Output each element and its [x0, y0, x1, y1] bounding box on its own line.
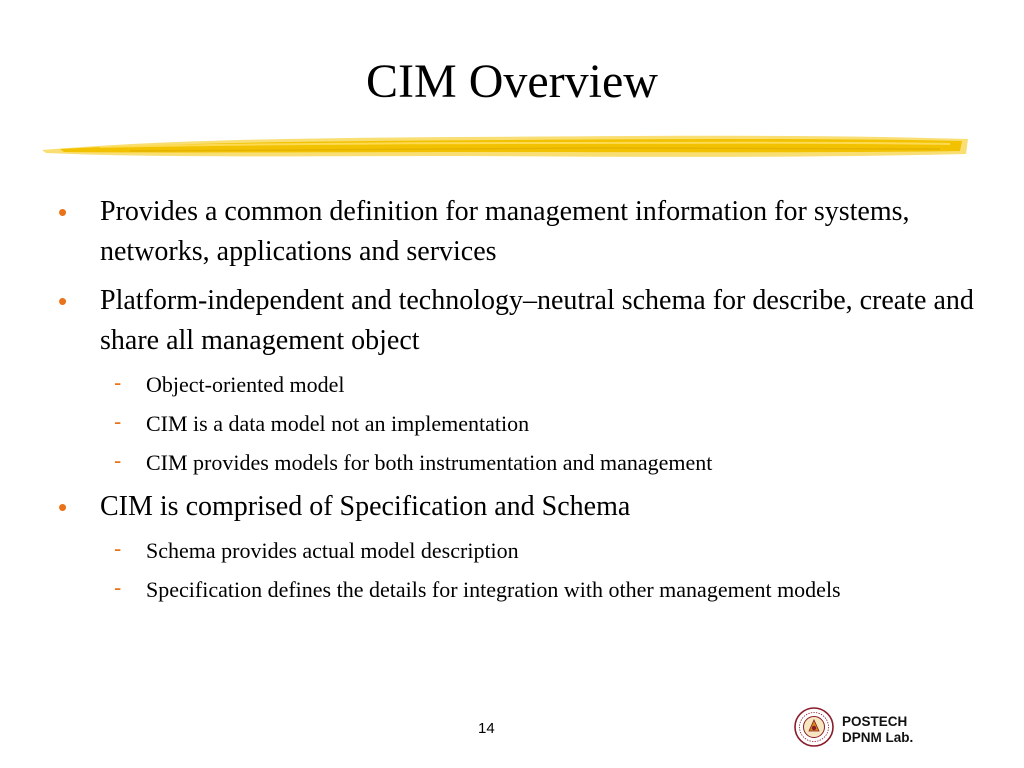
- bullet-marker: •: [58, 492, 68, 522]
- org-label: [842, 714, 913, 746]
- title-brushstroke: [40, 128, 970, 162]
- dash-marker: -: [114, 370, 122, 395]
- dash-marker: -: [114, 409, 122, 434]
- bullet-item: [58, 281, 978, 361]
- sub-bullet-text: CIM provides models for both instrumentation and management: [146, 450, 713, 475]
- dash-marker: -: [114, 536, 122, 561]
- org-name: POSTECH: [842, 714, 908, 729]
- bullet-item: [58, 487, 978, 527]
- sub-bullet-item: [58, 407, 978, 441]
- sub-bullet-item: [58, 368, 978, 402]
- bullet-text: CIM is comprised of Specification and Schema: [100, 491, 631, 522]
- bullet-text: Platform-independent and technology–neutral schema for describe, create and share all management object: [100, 285, 974, 356]
- dash-marker: -: [114, 575, 122, 600]
- bullet-item: [58, 192, 978, 272]
- sub-bullet-text: Schema provides actual model description: [146, 538, 519, 563]
- dash-marker: -: [114, 448, 122, 473]
- sub-bullet-item: [58, 573, 978, 607]
- bullet-marker: •: [58, 197, 68, 227]
- sub-bullet-item: [58, 446, 978, 480]
- bullet-text: Provides a common definition for management information for systems, networks, applications and services: [100, 196, 910, 267]
- bullet-marker: •: [58, 286, 68, 316]
- sub-bullet-text: Specification defines the details for integration with other management models: [146, 577, 841, 602]
- sub-bullet-item: [58, 534, 978, 568]
- sub-bullet-text: Object-oriented model: [146, 372, 345, 397]
- slide-title: CIM Overview: [366, 55, 658, 108]
- page-number: 14: [478, 720, 495, 737]
- bullet-list: [58, 192, 978, 614]
- university-seal-icon: [794, 707, 834, 747]
- sub-bullet-text: CIM is a data model not an implementation: [146, 411, 530, 436]
- lab-name: DPNM Lab.: [842, 730, 914, 745]
